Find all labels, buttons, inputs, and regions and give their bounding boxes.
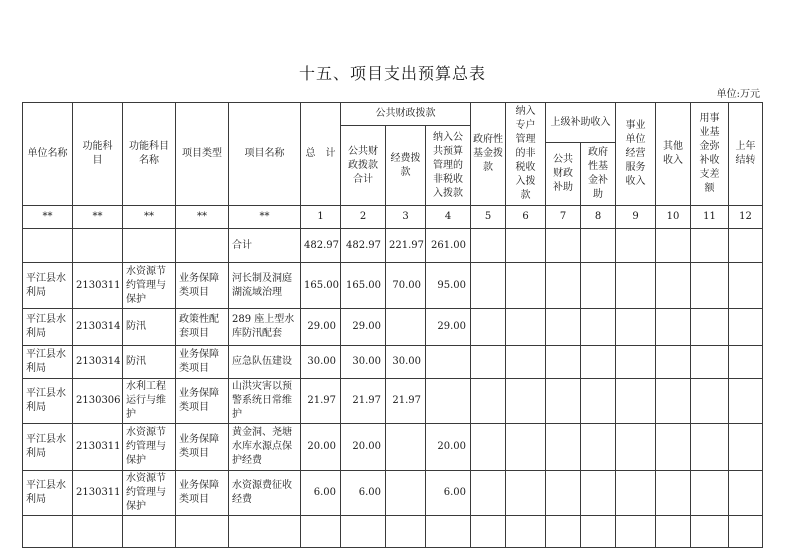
cell-funding [386,309,426,346]
empty-cell [471,424,506,471]
cell-nontax-public: 6.00 [426,471,471,516]
empty-cell [729,346,763,379]
cell-total: 6.00 [301,471,341,516]
header-project-name [229,103,301,206]
empty-cell [691,309,729,346]
table-row [23,379,763,424]
header-label: 公共财政补助 [553,154,574,193]
cell-project-type: 业务保障类项目 [176,346,229,379]
header-public-subsidy [546,143,581,206]
header-public-finance-total [341,126,386,206]
cell-unit-name: 平江县水利局 [23,424,73,471]
cell-project-type: 业务保障类项目 [176,424,229,471]
cell-project-type: 政策性配套项目 [176,309,229,346]
empty-cell [471,309,506,346]
cell-project-name: 水资源费征收经费 [229,471,301,516]
budget-table [22,102,763,548]
cell-funding: 21.97 [386,379,426,424]
index-cell: ** [23,206,73,229]
empty-cell [506,424,546,471]
empty-cell [341,516,386,548]
empty-cell [73,229,123,263]
cell-function-name: 防汛 [123,346,176,379]
empty-cell [229,516,301,548]
index-cell: 4 [426,206,471,229]
header-label: 政府性基金拨款 [473,134,504,173]
empty-cell [546,379,581,424]
empty-cell [729,471,763,516]
index-cell: 11 [691,206,729,229]
empty-cell [73,516,123,548]
empty-cell [581,424,616,471]
empty-cell [729,424,763,471]
header-label: 上级补助收入 [550,116,611,128]
header-label: 纳入专户管理的非税收入拨款 [515,106,536,201]
cell-total: 482.97 [301,229,341,263]
empty-cell [506,309,546,346]
cell-project-type: 业务保障类项目 [176,263,229,309]
empty-cell [656,424,691,471]
empty-cell [426,516,471,548]
empty-cell [506,263,546,309]
header-project-type [176,103,229,206]
index-cell: 2 [341,206,386,229]
empty-cell [546,346,581,379]
empty-cell [23,229,73,263]
empty-cell [691,229,729,263]
empty-cell [691,346,729,379]
empty-cell [23,516,73,548]
header-label: 单位名称 [27,148,68,159]
empty-cell [729,263,763,309]
empty-cell [691,379,729,424]
index-cell: ** [176,206,229,229]
empty-cell [546,263,581,309]
empty-cell [506,379,546,424]
empty-cell [546,424,581,471]
cell-project-name: 289 座上型水库防汛配套 [229,309,301,346]
cell-function-name: 水资源节约管理与保护 [123,263,176,309]
header-label: 公共财政拨款合计 [348,145,378,185]
empty-cell [729,379,763,424]
total-label: 合计 [229,229,301,263]
cell-funding: 221.97 [386,229,426,263]
table-row [23,516,763,548]
header-label: 上年结转 [735,141,756,166]
header-function-code [73,103,123,206]
header-label: 用事业基金弥补收支差额 [699,113,720,194]
empty-cell [616,424,656,471]
cell-funding: 70.00 [386,263,426,309]
index-cell: 3 [386,206,426,229]
header-business-income [616,103,656,206]
empty-cell [656,471,691,516]
cell-public-finance-total: 6.00 [341,471,386,516]
cell-public-finance-total: 29.00 [341,309,386,346]
empty-cell [471,471,506,516]
empty-cell [656,516,691,548]
index-cell: ** [229,206,301,229]
cell-funding [386,424,426,471]
index-cell: ** [123,206,176,229]
cell-function-name: 防汛 [123,309,176,346]
index-row [23,206,763,229]
cell-nontax-public: 261.00 [426,229,471,263]
empty-cell [581,346,616,379]
cell-project-name: 黄金洞、尧塘水库水源点保护经费 [229,424,301,471]
empty-cell [546,309,581,346]
cell-public-finance-total: 20.00 [341,424,386,471]
empty-cell [471,516,506,548]
index-cell: 6 [506,206,546,229]
empty-cell [691,471,729,516]
header-label: 其他收入 [663,141,684,166]
header-total [301,103,341,206]
empty-cell [616,516,656,548]
empty-cell [506,516,546,548]
total-row [23,229,763,263]
cell-function-name: 水利工程运行与维护 [123,379,176,424]
empty-cell [471,379,506,424]
cell-total: 30.00 [301,346,341,379]
header-label: 总 计 [305,148,336,159]
header-nontax-public [426,126,471,206]
empty-cell [656,379,691,424]
header-gov-fund [471,103,506,206]
header-label: 功能科目 [82,141,113,166]
cell-nontax-public: 29.00 [426,309,471,346]
empty-cell [581,263,616,309]
empty-cell [729,309,763,346]
cell-nontax-public: 20.00 [426,424,471,471]
unit-label: 单位:万元 [716,89,760,100]
table-row [23,346,763,379]
cell-nontax-public [426,346,471,379]
empty-cell [123,516,176,548]
empty-cell [506,471,546,516]
empty-cell [546,471,581,516]
header-row [23,103,763,126]
empty-cell [581,309,616,346]
cell-funding [386,471,426,516]
empty-cell [471,263,506,309]
table-row [23,309,763,346]
cell-function-name: 水资源节约管理与保护 [123,424,176,471]
empty-cell [616,229,656,263]
empty-cell [691,516,729,548]
empty-cell [616,263,656,309]
cell-total: 21.97 [301,379,341,424]
header-superior-subsidy [546,103,616,143]
empty-cell [729,516,763,548]
cell-function-code: 2130311 [73,263,123,309]
header-label: 公共财政拨款 [375,108,436,119]
cell-unit-name: 平江县水利局 [23,263,73,309]
cell-total: 20.00 [301,424,341,471]
cell-public-finance-total: 482.97 [341,229,386,263]
cell-total: 165.00 [301,263,341,309]
empty-cell [656,263,691,309]
cell-function-code: 2130311 [73,471,123,516]
cell-project-name: 河长制及洞庭湖流域治理 [229,263,301,309]
empty-cell [546,516,581,548]
empty-cell [301,516,341,548]
header-public-finance [341,103,471,126]
header-label: 功能科目名称 [129,141,169,166]
cell-project-type: 业务保障类项目 [176,471,229,516]
index-cell: 10 [656,206,691,229]
cell-function-code: 2130314 [73,309,123,346]
cell-funding: 30.00 [386,346,426,379]
header-other-income [656,103,691,206]
index-cell: ** [73,206,123,229]
empty-cell [471,229,506,263]
empty-cell [506,229,546,263]
header-funding [386,126,426,206]
empty-cell [546,229,581,263]
empty-cell [506,346,546,379]
empty-cell [123,229,176,263]
empty-cell [691,263,729,309]
empty-cell [616,346,656,379]
cell-project-type: 业务保障类项目 [176,379,229,424]
cell-public-finance-total: 21.97 [341,379,386,424]
header-label: 纳入公共预算管理的非税收入拨款 [433,131,463,199]
cell-nontax-public: 95.00 [426,263,471,309]
index-cell: 1 [301,206,341,229]
table-row [23,263,763,309]
cell-unit-name: 平江县水利局 [23,471,73,516]
cell-public-finance-total: 165.00 [341,263,386,309]
index-cell: 5 [471,206,506,229]
cell-unit-name: 平江县水利局 [23,379,73,424]
header-nontax-special [506,103,546,206]
table-row [23,424,763,471]
page-title: 十五、项目支出预算总表 [298,64,486,83]
empty-cell [386,516,426,548]
cell-public-finance-total: 30.00 [341,346,386,379]
empty-cell [581,516,616,548]
empty-cell [581,471,616,516]
cell-function-code: 2130311 [73,424,123,471]
table-row [23,471,763,516]
header-label: 项目类型 [182,148,222,159]
cell-function-name: 水资源节约管理与保护 [123,471,176,516]
empty-cell [656,346,691,379]
cell-project-name: 应急队伍建设 [229,346,301,379]
empty-cell [581,229,616,263]
header-label: 事业单位经营服务收入 [625,120,646,187]
empty-cell [471,346,506,379]
header-reserve-fund [691,103,729,206]
empty-cell [616,379,656,424]
header-gov-fund-subsidy [581,143,616,206]
index-cell: 9 [616,206,656,229]
index-cell: 8 [581,206,616,229]
empty-cell [176,516,229,548]
empty-cell [176,229,229,263]
cell-function-code: 2130306 [73,379,123,424]
cell-unit-name: 平江县水利局 [23,346,73,379]
empty-cell [581,379,616,424]
empty-cell [656,229,691,263]
header-function-name [123,103,176,206]
header-label: 经费拨款 [390,152,421,178]
header-label: 政府性基金补助 [588,147,609,200]
empty-cell [729,229,763,263]
cell-function-code: 2130314 [73,346,123,379]
empty-cell [691,424,729,471]
cell-total: 29.00 [301,309,341,346]
header-unit-name [23,103,73,206]
empty-cell [616,471,656,516]
index-cell: 12 [729,206,763,229]
cell-nontax-public [426,379,471,424]
index-cell: 7 [546,206,581,229]
header-carry-over [729,103,763,206]
cell-project-name: 山洪灾害以预警系统日常维护 [229,379,301,424]
header-label: 项目名称 [244,148,285,159]
empty-cell [616,309,656,346]
empty-cell [656,309,691,346]
cell-unit-name: 平江县水利局 [23,309,73,346]
